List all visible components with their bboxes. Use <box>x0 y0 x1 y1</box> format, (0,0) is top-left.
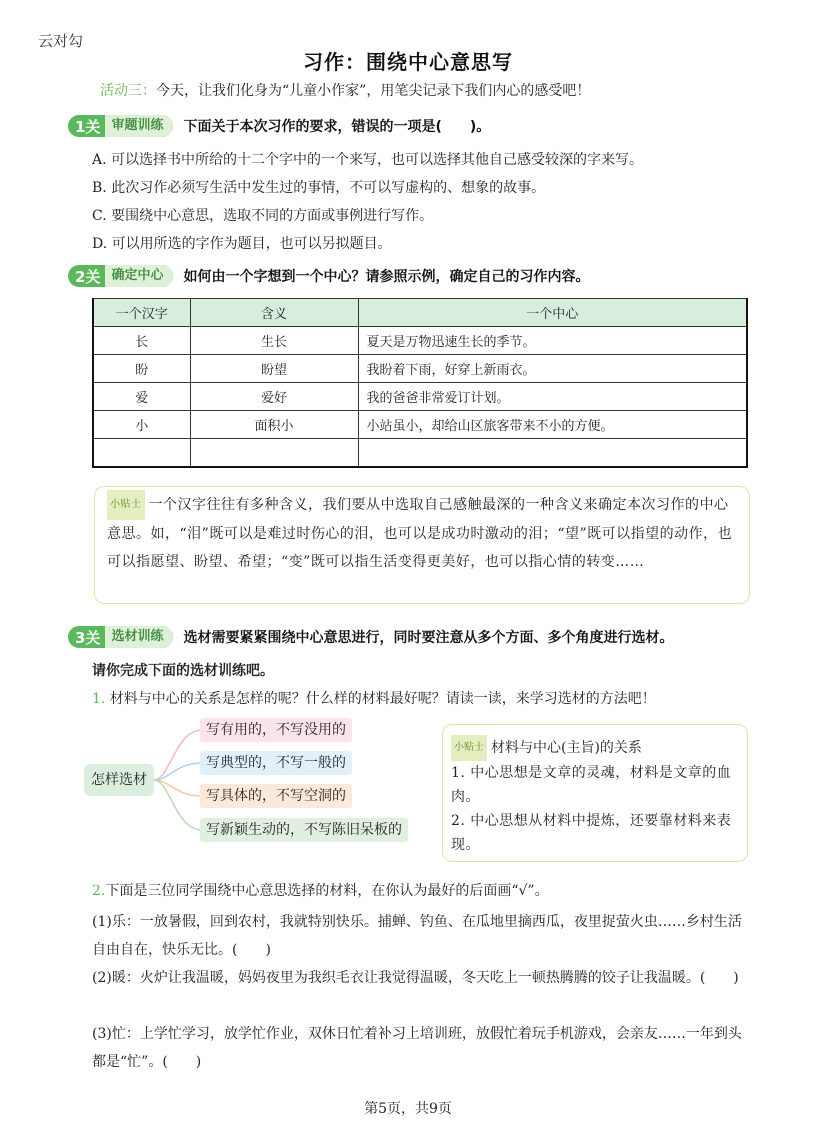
table-row <box>93 355 747 383</box>
level1-name: 审题训练 <box>105 115 173 137</box>
material-3: (3)忙：上学忙学习，放学忙作业，双休日忙着补习上培训班，放假忙着玩手机游戏，会亲友……一年到头都是“忙”。( ) <box>92 1026 742 1070</box>
table-row <box>93 327 747 355</box>
level1-badge <box>68 115 173 137</box>
table-cell: 我盼着下雨，好穿上新雨衣。 <box>358 355 747 383</box>
table-cell: 盼 <box>93 355 190 383</box>
activity-text: 今天，让我们化身为“儿童小作家”，用笔尖记录下我们内心的感受吧！ <box>156 83 591 99</box>
table-row-blank <box>93 439 747 467</box>
question-2-text: 下面是三位同学围绕中心意思选择的材料，在你认为最好的后面画“√”。 <box>105 883 549 899</box>
table-cell: 爱 <box>93 383 190 411</box>
table-header-row <box>93 299 747 327</box>
level2-badge <box>68 265 173 287</box>
option-a: A. 可以选择书中所给的十二个字中的一个来写，也可以选择其他自己感受较深的字来写。 <box>92 152 644 168</box>
page-footer: 第5页，共9页 <box>364 1101 452 1117</box>
material-1: (1)乐：一放暑假，回到农村，我就特别快乐。捕蝉、钓鱼、在瓜地里摘西瓜，夜里捉萤火虫……乡村生活自由自在，快乐无比。( ) <box>92 914 742 958</box>
level3-badge <box>68 626 173 648</box>
level2-name: 确定中心 <box>105 265 173 287</box>
table-cell: 爱好 <box>190 383 358 411</box>
level2-question: 如何由一个字想到一个中心？请参照示例，确定自己的习作内容。 <box>183 269 590 285</box>
mindmap-root: 怎样选材 <box>84 764 154 796</box>
table-cell: 生长 <box>190 327 358 355</box>
level2-header <box>68 265 589 287</box>
tip-title-line <box>451 735 737 761</box>
tip-label: 小贴士 <box>451 735 487 761</box>
tip-text <box>107 490 733 576</box>
mindmap-branch: 写有用的，不写没用的 <box>200 718 352 742</box>
level3-intro2: 请你完成下面的选材训练吧。 <box>92 663 274 679</box>
table-row <box>93 383 747 411</box>
option-d: D. 可以用所选的字作为题目，也可以另拟题目。 <box>92 236 392 252</box>
table-header: 一个汉字 <box>93 299 190 327</box>
question-2 <box>92 880 549 900</box>
level3-name: 选材训练 <box>105 626 173 648</box>
table-header: 含义 <box>190 299 358 327</box>
table-row <box>93 411 747 439</box>
table-cell: 我的爸爸非常爱订计划。 <box>358 383 747 411</box>
level3-intro: 选材需要紧紧围绕中心意思进行，同时要注意从多个方面、多个角度进行选材。 <box>183 630 674 646</box>
material-2: (2)暖：火炉让我温暖，妈妈夜里为我织毛衣让我觉得温暖，冬天吃上一顿热腾腾的饺子让我温暖。( ) <box>92 970 739 986</box>
answer-cell[interactable] <box>358 439 747 467</box>
answer-cell[interactable] <box>93 439 190 467</box>
mindmap-branch: 写新颖生动的，不写陈旧呆板的 <box>200 818 408 842</box>
page-title: 习作：围绕中心意思写 <box>303 50 513 74</box>
level3-num: 3关 <box>75 628 101 647</box>
level1-num: 1关 <box>75 117 101 136</box>
mindmap-branch: 写典型的，不写一般的 <box>200 751 352 775</box>
level1-question: 下面关于本次习作的要求，错误的一项是( )。 <box>183 119 491 135</box>
tip-box-relation <box>442 724 748 862</box>
tip-title: 材料与中心(主旨)的关系 <box>491 740 642 756</box>
level3-header <box>68 626 673 648</box>
tip-body: 一个汉字往往有多种含义，我们要从中选取自己感触最深的一种含义来确定本次习作的中心意思。如，“泪”既可以是难过时伤心的泪，也可以是成功时激动的泪；“望”既可以指望的动作，也可以指愿望、盼望、希望；“变”既可以指生活变得更美好，也可以指心情的转变…… <box>107 497 733 570</box>
level2-num: 2关 <box>75 267 101 286</box>
level1-header <box>68 115 490 137</box>
table-cell: 小站虽小，却给山区旅客带来不小的方便。 <box>358 411 747 439</box>
question-1-text: 材料与中心的关系是怎样的呢？什么样的材料最好呢？请读一读，来学习选材的方法吧！ <box>109 691 656 707</box>
question-1-num: 1. <box>92 691 106 707</box>
connector-line <box>154 780 202 830</box>
mindmap-branch: 写具体的，不写空洞的 <box>200 784 352 808</box>
tip-label: 小贴士 <box>107 490 145 520</box>
answer-cell[interactable] <box>190 439 358 467</box>
character-table <box>92 298 748 468</box>
watermark: 云对勾 <box>38 32 84 50</box>
tip-item: 1. 中心思想是文章的灵魂，材料是文章的血肉。 <box>451 765 732 805</box>
tip-box-meaning <box>94 486 750 604</box>
tip-item: 2. 中心思想从材料中提炼，还要靠材料来表现。 <box>451 813 732 853</box>
question-2-num: 2. <box>92 883 106 899</box>
activity-intro <box>100 80 590 100</box>
option-b: B. 此次习作必须写生活中发生过的事情，不可以写虚构的、想象的故事。 <box>92 180 546 196</box>
connector-line <box>154 730 202 780</box>
activity-label: 活动三： <box>100 83 156 99</box>
table-header: 一个中心 <box>358 299 747 327</box>
table-cell: 长 <box>93 327 190 355</box>
table-cell: 夏天是万物迅速生长的季节。 <box>358 327 747 355</box>
table-cell: 盼望 <box>190 355 358 383</box>
table-cell: 小 <box>93 411 190 439</box>
connector-line <box>154 780 202 796</box>
table-cell: 面积小 <box>190 411 358 439</box>
option-c: C. 要围绕中心意思，选取不同的方面或事例进行写作。 <box>92 208 434 224</box>
question-1 <box>92 688 656 708</box>
connector-line <box>154 763 202 780</box>
